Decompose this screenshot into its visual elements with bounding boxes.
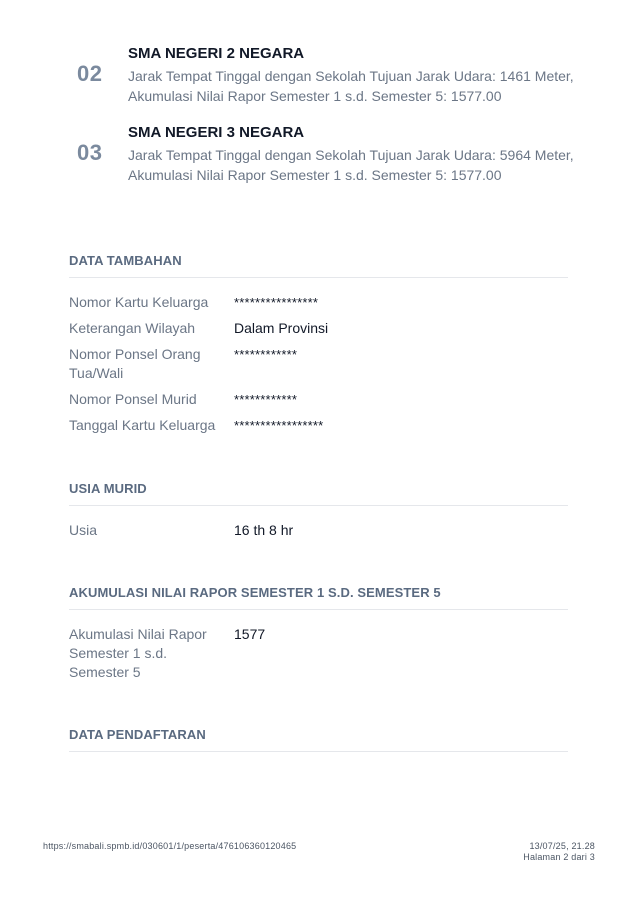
school-name: SMA NEGERI 3 NEGARA [128,124,305,141]
section-divider [69,277,568,278]
footer-datetime: 13/07/25, 21.28 [529,841,595,851]
field-value: 16 th 8 hr [234,522,294,538]
field-value: **************** [234,295,319,310]
section-title-data-tambahan: DATA TAMBAHAN [69,253,182,268]
school-choice-number: 03 [77,140,103,165]
footer-url: https://smabali.spmb.id/030601/1/peserta/476106360120465 [43,841,297,851]
field-label: Nomor Ponsel Orang Tua/Wali [69,346,201,381]
field-label: Tanggal Kartu Keluarga [69,417,216,433]
field-label: Nomor Ponsel Murid [69,391,197,407]
field-value: ************ [234,347,298,362]
school-description: Jarak Tempat Tinggal dengan Sekolah Tujuan Jarak Udara: 1461 Meter, Akumulasi Nilai Rapor Semester 1 s.d. Semester 5: 1577.00 [128,68,574,104]
school-description: Jarak Tempat Tinggal dengan Sekolah Tujuan Jarak Udara: 5964 Meter, Akumulasi Nilai Rapor Semester 1 s.d. Semester 5: 1577.00 [128,147,574,183]
section-title-data-pendaftaran: DATA PENDAFTARAN [69,727,206,742]
field-label: Akumulasi Nilai Rapor Semester 1 s.d. Semester 5 [69,626,207,680]
footer-page-number: Halaman 2 dari 3 [523,852,595,862]
section-title-usia-murid: USIA MURID [69,481,147,496]
section-divider [69,609,568,610]
footer-meta [523,841,595,863]
section-divider [69,751,568,752]
field-label: Keterangan Wilayah [69,320,196,336]
field-value: Dalam Provinsi [234,320,329,336]
school-name: SMA NEGERI 2 NEGARA [128,45,305,62]
section-divider [69,505,568,506]
section-title-akumulasi-nilai-rapor: AKUMULASI NILAI RAPOR SEMESTER 1 S.D. SEMESTER 5 [69,585,441,600]
field-value: ***************** [234,418,324,433]
field-value: 1577 [234,626,266,642]
field-label: Usia [69,522,98,538]
field-value: ************ [234,392,298,407]
school-choice-number: 02 [77,61,103,86]
field-label: Nomor Kartu Keluarga [69,294,209,310]
